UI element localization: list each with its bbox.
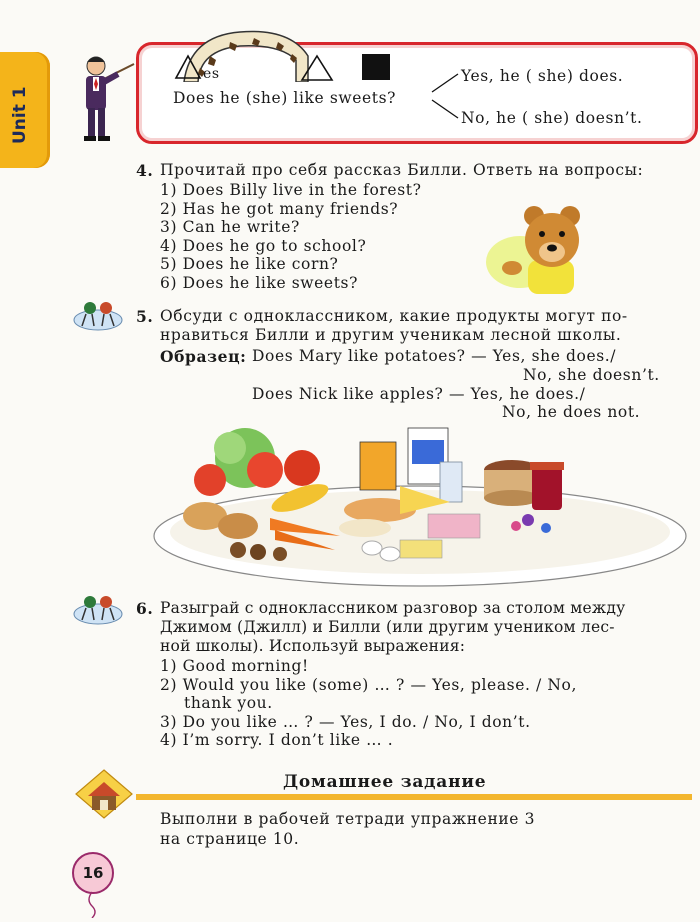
- list-item: 6) Does he like sweets?: [160, 273, 358, 292]
- grammar-answer-no: No, he ( she) doesn’t.: [461, 109, 643, 127]
- grammar-answer-yes: Yes, he ( she) does.: [461, 67, 624, 85]
- list-item: 1) Good morning!: [160, 657, 309, 675]
- ex4-number: 4.: [136, 161, 154, 180]
- pair-work-icon: [72, 592, 124, 626]
- unit-tab-label: Unit 1: [10, 86, 30, 144]
- ex6-instruction-line2: Джимом (Джилл) и Билли (или другим учеником лес-: [160, 618, 615, 636]
- triangle-icon: [300, 54, 334, 82]
- list-item: 1) Does Billy live in the forest?: [160, 181, 422, 199]
- homework-line2: на странице 10.: [160, 830, 300, 848]
- square-icon: [362, 54, 390, 80]
- list-item: 4) Does he go to school?: [160, 236, 367, 255]
- ex5-number: 5.: [136, 307, 154, 326]
- ex5-sample-a1b: No, she doesn’t.: [523, 366, 660, 384]
- unit-tab: [0, 52, 50, 168]
- grammar-question-prefix: es: [203, 66, 220, 82]
- ex6-phrase-list: [160, 657, 577, 750]
- bear-illustration: [482, 200, 592, 296]
- balloon-string: [84, 890, 100, 918]
- homework-line1: Выполни в рабочей тетради упражнение 3: [160, 810, 536, 828]
- homework-house-icon: [74, 768, 134, 820]
- list-item: 4) I’m sorry. I don’t like … .: [160, 731, 394, 750]
- list-item: thank you.: [184, 694, 273, 713]
- triangle-icon: [174, 54, 202, 80]
- homework-title: Домашнее задание: [283, 772, 487, 792]
- ex4-question-list: [160, 181, 422, 293]
- ex5-instruction-line1: Обсуди с одноклассником, какие продукты могут по-: [160, 307, 628, 325]
- ex6-number: 6.: [136, 599, 154, 618]
- list-item: 2) Would you like (some) … ? — Yes, please. / No,: [160, 675, 578, 694]
- page-number-badge: [72, 852, 114, 894]
- branch-lines: [428, 70, 464, 126]
- ex5-sample-label: Образец:: [160, 347, 247, 366]
- ex5-sample-a2b: No, he does not.: [502, 403, 641, 421]
- list-item: 5) Does he like corn?: [160, 255, 339, 274]
- ex5-sample-q1: Does Mary like potatoes? — Yes, she does./: [252, 347, 617, 365]
- food-table-illustration: [150, 418, 690, 590]
- teacher-illustration: [72, 50, 138, 146]
- ex5-instruction-line2: нравиться Билли и другим ученикам лесной школы.: [160, 326, 622, 344]
- ex6-instruction-line3: ной школы). Используй выражения:: [160, 637, 466, 655]
- homework-divider: [136, 794, 692, 800]
- grammar-question: Does he (she) like sweets?: [173, 89, 397, 107]
- pair-work-icon: [72, 298, 124, 332]
- ex6-instruction-line1: Разыграй с одноклассником разговор за столом между: [160, 599, 626, 617]
- ex5-sample-q2: Does Nick like apples? — Yes, he does./: [252, 385, 586, 403]
- list-item: 3) Can he write?: [160, 218, 300, 237]
- ex4-instruction: Прочитай про себя рассказ Билли. Ответь на вопросы:: [160, 161, 644, 179]
- page-number: 16: [82, 864, 104, 882]
- list-item: 3) Do you like … ? — Yes, I do. / No, I don’t.: [160, 712, 531, 731]
- list-item: 2) Has he got many friends?: [160, 199, 399, 218]
